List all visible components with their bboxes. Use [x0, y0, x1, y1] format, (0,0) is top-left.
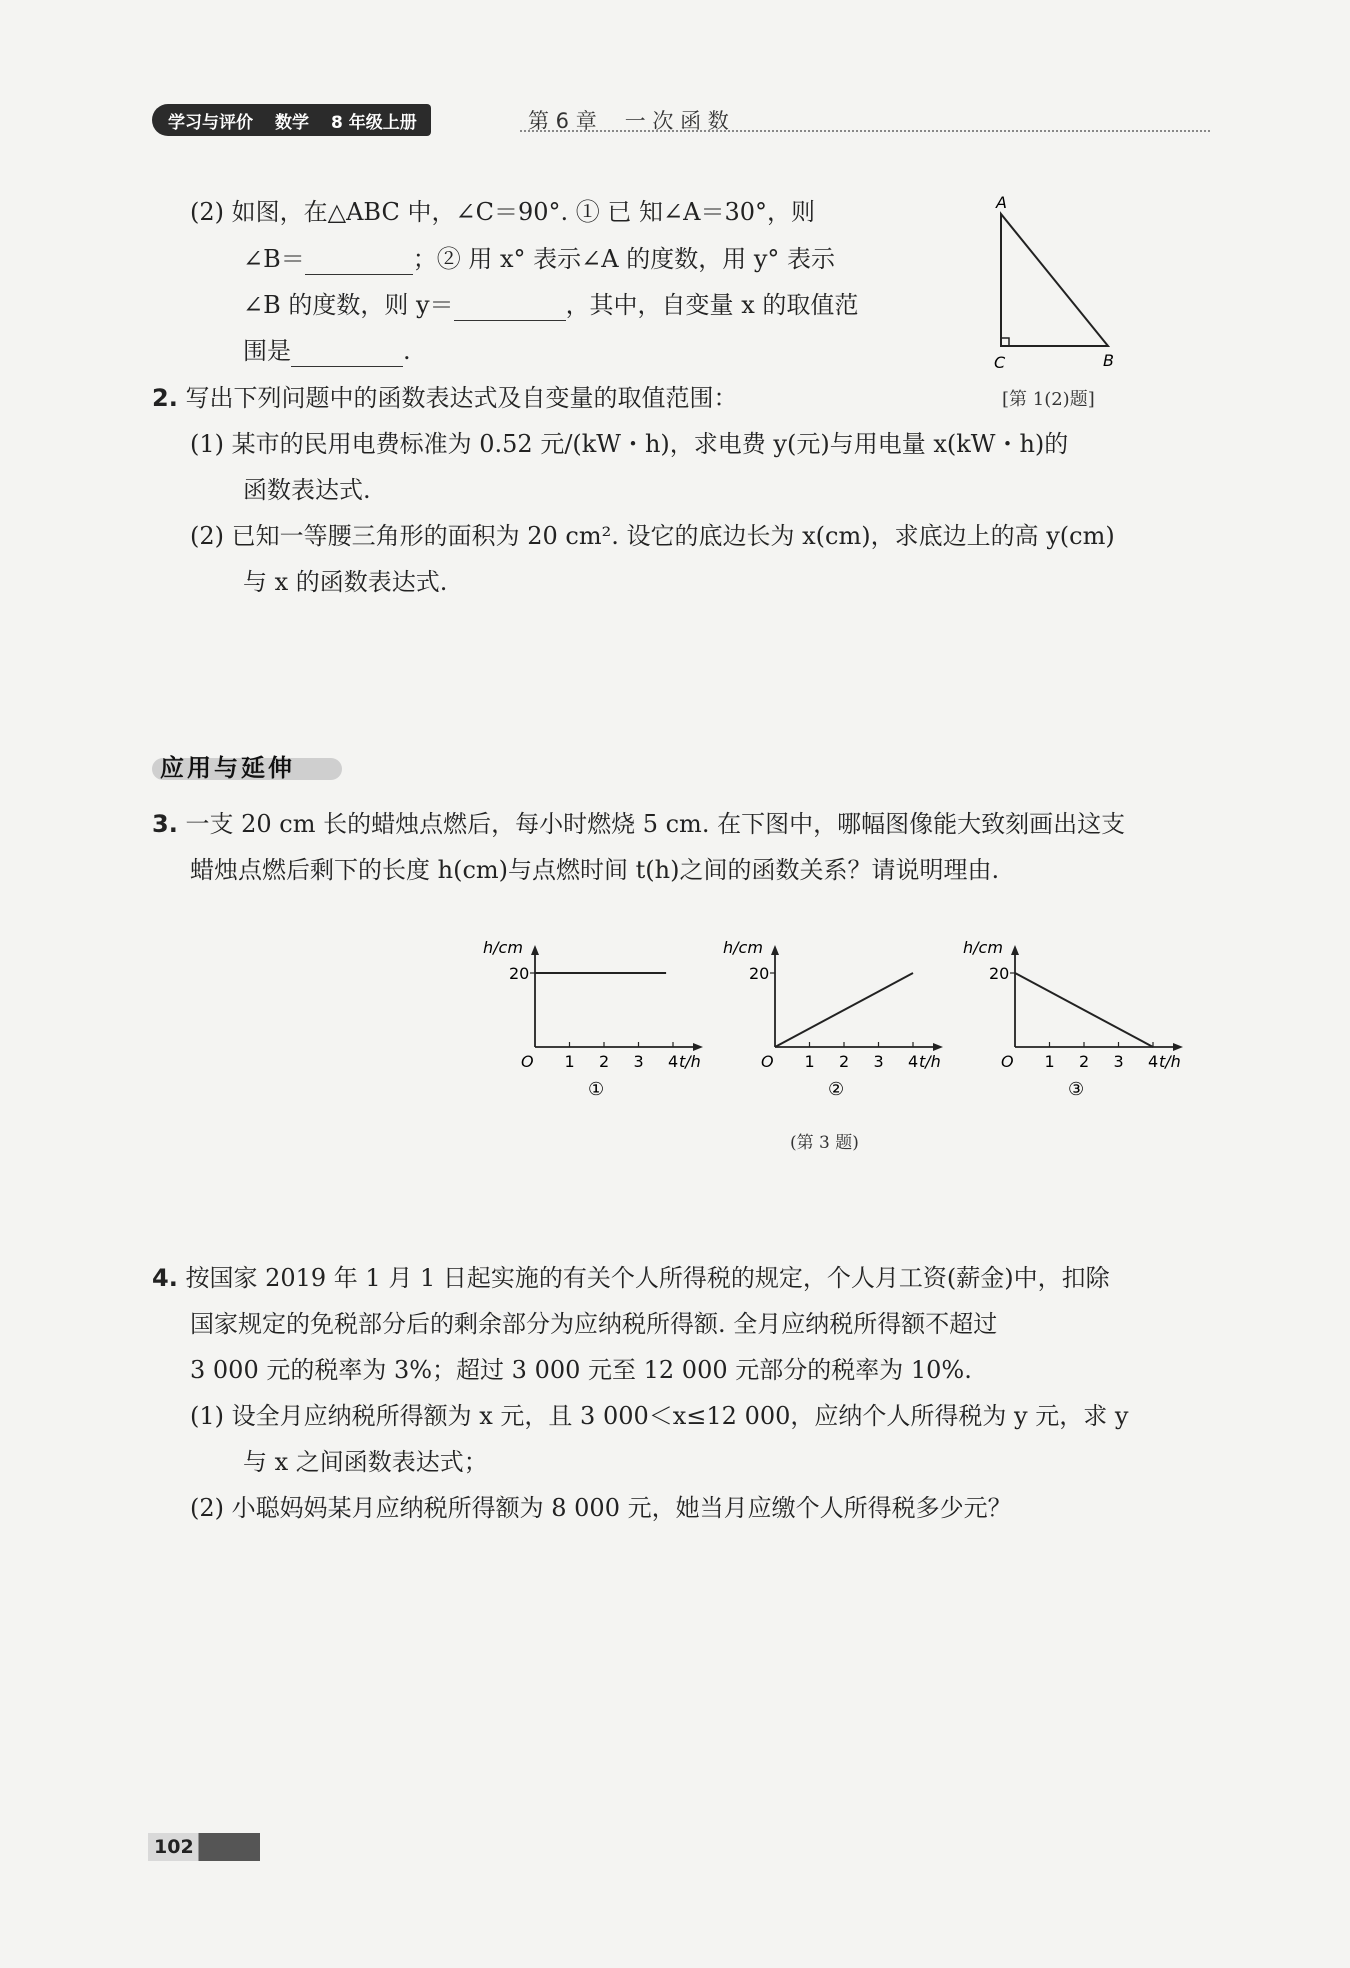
graph-2-y-label: h/cm	[723, 938, 763, 957]
vertex-label-b: B	[1103, 351, 1114, 370]
right-angle-mark	[1001, 338, 1009, 346]
graph-1-x-label: t/h	[679, 1052, 701, 1071]
q4-part-1-line-1: (1) 设全月应纳税所得额为 x 元，且 3 000＜x≤12 000，应纳个人所得税为 y 元，求 y	[190, 1402, 1129, 1430]
graph-1-y-label: h/cm	[483, 938, 523, 957]
graph-3-number-label: ③	[1068, 1079, 1085, 1100]
triangle-caption: [第 1(2)题]	[1002, 389, 1095, 410]
graph-2-line	[775, 973, 913, 1047]
graph-1-x-tick-label-2: 2	[599, 1052, 610, 1071]
q1-2-line-2-start: ∠B＝	[243, 245, 305, 273]
graph-2-x-tick-label-1: 1	[804, 1052, 815, 1071]
graph-2-number-label: ②	[828, 1079, 845, 1100]
graph-3-x-tick-label-1: 1	[1044, 1052, 1055, 1071]
q4-line-1	[152, 1262, 1110, 1294]
graph-1-x-tick-label-3: 3	[633, 1052, 644, 1071]
q3-graphs	[470, 915, 1210, 1115]
section-title: 应用与延伸	[160, 753, 295, 782]
answer-blank-angle-b[interactable]	[305, 250, 413, 275]
q1-2-line-4	[243, 335, 411, 367]
graph-2-x-tick-label-4: 4	[908, 1052, 919, 1071]
q3-line-1	[152, 808, 1125, 840]
graph-2-x-tick-label-3: 3	[873, 1052, 884, 1071]
q4-part-2: (2) 小聪妈妈某月应纳税所得额为 8 000 元，她当月应缴个人所得税多少元？	[190, 1494, 1012, 1522]
graph-2-x-arrow	[933, 1043, 943, 1051]
q1-2-line-4-start: 围是	[243, 337, 291, 365]
graph-3-x-tick-label-2: 2	[1079, 1052, 1090, 1071]
q1-2-line-3-end: ，其中，自变量 x 的取值范	[565, 291, 859, 319]
q4-line-3: 3 000 元的税率为 3%；超过 3 000 元至 12 000 元部分的税率为 10%.	[190, 1356, 972, 1384]
book-grade: 8 年级上册	[331, 112, 417, 133]
q4-part-1-line-2: 与 x 之间函数表达式；	[243, 1448, 488, 1476]
graph-1-y-arrow	[531, 945, 539, 955]
q2-number: 2.	[152, 384, 178, 412]
answer-blank-x-range[interactable]	[291, 342, 403, 367]
section-heading	[152, 748, 342, 782]
page-number: 102	[154, 1836, 194, 1858]
book-header-badge	[152, 104, 431, 136]
graph-1-number-label: ①	[588, 1079, 605, 1100]
graph-3-y-arrow	[1011, 945, 1019, 955]
graph-3-x-label: t/h	[1159, 1052, 1181, 1071]
header-divider	[520, 130, 1210, 132]
graph-3-origin: O	[1001, 1052, 1014, 1071]
graph-1-x-arrow	[693, 1043, 703, 1051]
graph-1-x-tick-label-1: 1	[564, 1052, 575, 1071]
q2-part-1-line-2: 函数表达式.	[243, 476, 371, 504]
graph-2-y-tick-label: 20	[749, 964, 770, 983]
graph-3-x-arrow	[1173, 1043, 1183, 1051]
q1-2-line-2-end: ；② 用 x° 表示∠A 的度数，用 y° 表示	[412, 245, 836, 273]
triangle-abc	[1001, 214, 1108, 346]
graph-2-y-arrow	[771, 945, 779, 955]
q2-part-2-line-1: (2) 已知一等腰三角形的面积为 20 cm². 设它的底边长为 x(cm)，求底边上的高 y(cm)	[190, 522, 1115, 550]
book-title: 学习与评价	[168, 112, 253, 133]
graph-3-y-label: h/cm	[963, 938, 1003, 957]
graph-3-y-tick-label: 20	[989, 964, 1010, 983]
graph-3-x-tick-label-3: 3	[1113, 1052, 1124, 1071]
answer-blank-y-expression[interactable]	[454, 296, 566, 321]
page-number-badge	[148, 1833, 260, 1861]
q3-line-2: 蜡烛点燃后剩下的长度 h(cm)与点燃时间 t(h)之间的函数关系？请说明理由.	[190, 856, 1000, 884]
graph-2-x-label: t/h	[919, 1052, 941, 1071]
graph-2-x-tick-label-2: 2	[839, 1052, 850, 1071]
q4-number: 4.	[152, 1264, 178, 1292]
graph-3-line	[1015, 973, 1153, 1047]
chapter-number: 第 6 章	[528, 109, 597, 133]
graph-3-x-tick-label-4: 4	[1148, 1052, 1159, 1071]
book-subject: 数学	[275, 112, 309, 133]
q3-caption: (第 3 题)	[790, 1133, 859, 1153]
graph-1-origin: O	[521, 1052, 534, 1071]
graph-2-origin: O	[761, 1052, 774, 1071]
vertex-label-c: C	[994, 353, 1006, 372]
q1-2-line-3	[243, 289, 858, 321]
q2-title: 写出下列问题中的函数表达式及自变量的取值范围：	[185, 384, 738, 412]
graph-1-x-tick-label-4: 4	[668, 1052, 679, 1071]
q1-2-line-1: (2) 如图，在△ABC 中，∠C＝90°. ① 已 知∠A＝30°，则	[190, 198, 815, 226]
q4-line-2: 国家规定的免税部分后的剩余部分为应纳税所得额. 全月应纳税所得额不超过	[190, 1310, 998, 1338]
q3-number: 3.	[152, 810, 178, 838]
q1-2-line-3-start: ∠B 的度数，则 y＝	[243, 291, 454, 319]
q2-part-1-line-1: (1) 某市的民用电费标准为 0.52 元/(kW・h)，求电费 y(元)与用电量 x(kW・h)的	[190, 430, 1069, 458]
q4-text-1: 按国家 2019 年 1 月 1 日起实施的有关个人所得税的规定，个人月工资(薪金)中，扣除	[185, 1264, 1110, 1292]
q1-2-line-4-end: .	[403, 337, 411, 365]
q2-part-2-line-2: 与 x 的函数表达式.	[243, 568, 448, 596]
q3-text-1: 一支 20 cm 长的蜡烛点燃后，每小时燃烧 5 cm. 在下图中，哪幅图像能大致刻画出这支	[185, 810, 1126, 838]
graph-1-y-tick-label: 20	[509, 964, 530, 983]
q2-stem	[152, 382, 737, 414]
triangle-abc-figure	[980, 190, 1120, 375]
chapter-title: 一 次 函 数	[624, 109, 729, 133]
vertex-label-a: A	[996, 193, 1007, 212]
q1-2-line-2	[243, 243, 835, 275]
